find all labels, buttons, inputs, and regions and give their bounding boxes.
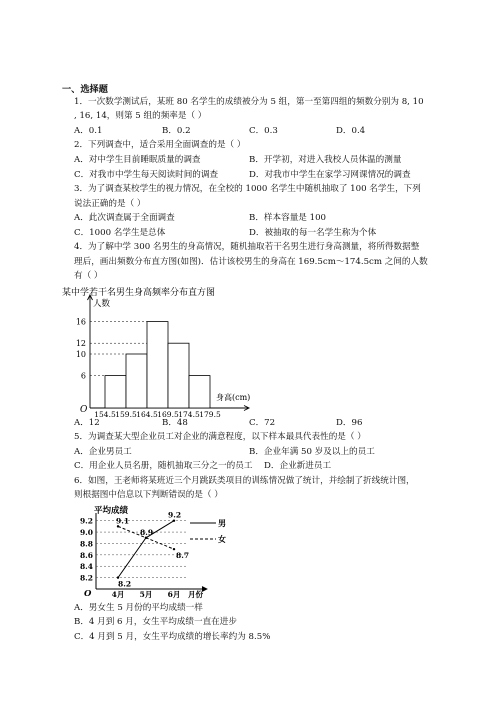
q1-text-line1: 1．一次数学测试后，某班 80 名学生的成绩被分为 5 组，第一至第四组的频数分别为 8, 10	[74, 97, 424, 107]
section-title: 一、选择题	[62, 84, 108, 95]
q6-text-line1: 6．如图，王老师将某班近三个月跳跃类项目的训练情况做了统计，并绘制了折线统计图，	[74, 476, 415, 486]
histogram-y-tick-10: 10	[75, 350, 86, 359]
linechart-y-tick-9.2: 9.2	[79, 516, 93, 526]
q2-option-b: B．开学初，对进入我校人员体温的测量	[249, 155, 402, 165]
q4-text-line3: 有（ ）	[74, 271, 103, 281]
linechart-data-label-0-1: 8.9	[140, 527, 154, 537]
q1-text-line2: , 16, 14，则第 5 组的频率是（ ）	[74, 111, 207, 121]
q5-option-b: B．企业年满 50 岁及以上的员工	[249, 447, 375, 457]
linechart-point-1-2	[173, 548, 175, 550]
q3-text-line1: 3．为了调查某校学生的视力情况，在全校的 1000 名学生中随机抽取了 100 名学生，下列	[74, 184, 421, 194]
linechart-origin-label: O	[84, 589, 92, 599]
q6-option-c: C．4 月到 5 月，女生平均成绩的增长率约为 8.5%	[74, 632, 271, 642]
histogram-ylabel: 人数	[93, 299, 111, 309]
linechart-title: 平均成绩	[94, 506, 129, 516]
linechart-y-tick-9: 9.0	[79, 528, 93, 538]
linechart-y-tick-8.2: 8.2	[79, 573, 93, 583]
linechart-y-tick-8.8: 8.8	[79, 539, 93, 549]
q5-option-d: D．企业新进员工	[264, 461, 332, 471]
q5-text-line1: 5．为调查某大型企业员工对企业的满意程度，以下样本最具代表性的是（ ）	[74, 432, 366, 442]
histogram-origin-label: O	[80, 405, 88, 415]
linechart-x-tick-1: 5月	[139, 590, 153, 599]
linechart-x-tick-0: 4月	[111, 590, 125, 599]
q2-text-line1: 2．下列调查中，适合采用全面调查的是（ ）	[74, 140, 246, 150]
q3-option-a: A．此次调查属于全面调查	[74, 213, 175, 223]
histogram-y-tick-16: 16	[75, 317, 86, 327]
linechart-data-label-0-0: 8.2	[118, 579, 132, 589]
q6-option-a: A．男女生 5 月份的平均成绩一样	[74, 603, 203, 613]
linechart-legend-label-0: 男	[218, 518, 226, 528]
q1-option-a: A．0.1	[74, 126, 103, 136]
histogram-y-tick-6: 6	[80, 371, 86, 381]
q1-option-d: D．0.4	[336, 126, 366, 136]
score-line-chart	[70, 505, 250, 600]
q4-option-d: D．96	[336, 418, 363, 428]
linechart-point-1-1	[145, 537, 147, 539]
q3-text-line2: 说法正确的是（ ）	[74, 199, 146, 209]
histogram-bar-5	[189, 376, 210, 408]
q2-option-a: A．对中学生目前睡眠质量的调查	[74, 155, 201, 165]
histogram-xlabel: 身高(cm)	[216, 393, 251, 402]
histogram-bar-3	[147, 322, 168, 408]
q1-option-b: B．0.2	[162, 126, 191, 136]
histogram-x-tick-5: 179.5	[199, 410, 221, 418]
q2-option-d: D．对我市中学生在家学习网课情况的调查	[249, 170, 411, 180]
q5-option-c: C．用企业人员名册，随机抽取三分之一的员工	[74, 461, 253, 471]
histogram-bar-2	[126, 354, 147, 408]
linechart-legend-label-1: 女	[218, 534, 226, 544]
linechart-x-tick-2: 6月	[167, 590, 181, 599]
histogram-bar-1	[105, 376, 126, 408]
linechart-data-label-0-2: 9.2	[168, 510, 182, 520]
q4-option-c: C．72	[249, 418, 276, 428]
q4-option-b: B．48	[162, 418, 188, 428]
linechart-point-0-0	[117, 576, 119, 578]
q6-option-b: B．4 月到 6 月，女生平均成绩一直在进步	[74, 617, 237, 627]
linechart-y-tick-8.4: 8.4	[79, 562, 93, 572]
q6-text-line2: 则根据图中信息以下判断错误的是（ ）	[74, 490, 223, 500]
histogram-bar-4	[168, 343, 189, 408]
q4-text-line2: 理后，画出频数分布直方图(如图)．估计该校男生的身高在 169.5cm～174.5cm 之间的人数	[74, 257, 428, 267]
q4-option-a: A．12	[74, 418, 100, 428]
histogram-title: 某中学若干名男生身高频率分布直方图	[62, 288, 216, 298]
linechart-xlabel: 月份	[188, 590, 203, 599]
q3-option-b: B．样本容量是 100	[249, 213, 327, 223]
height-histogram	[58, 284, 258, 418]
q3-option-d: D．被抽取的每一名学生称为个体	[249, 228, 377, 238]
linechart-point-0-2	[173, 519, 175, 521]
linechart-data-label-1-0: 9.1	[116, 516, 130, 526]
q4-text-line1: 4．为了解中学 300 名男生的身高情况，随机抽取若干名男生进行身高测量，将所得数据整	[74, 242, 420, 252]
linechart-y-tick-8.6: 8.6	[79, 550, 93, 560]
q5-option-a: A．企业男员工	[74, 447, 132, 457]
linechart-point-1-0	[117, 525, 119, 527]
histogram-y-tick-12: 12	[75, 339, 86, 349]
histogram-x-tick-3: 169.5	[157, 410, 179, 418]
q2-option-c: C．对我市中学生每天阅读时间的调查	[74, 170, 219, 180]
q3-option-c: C．1000 名学生是总体	[74, 228, 166, 238]
q1-option-c: C．0.3	[249, 126, 278, 136]
histogram-x-tick-0: 154.5	[94, 410, 116, 418]
linechart-data-label-1-2: 8.7	[176, 551, 190, 561]
histogram-x-tick-4: 174.5	[178, 410, 200, 418]
histogram-x-tick-2: 164.5	[136, 410, 158, 418]
histogram-x-tick-1: 159.5	[115, 410, 137, 418]
